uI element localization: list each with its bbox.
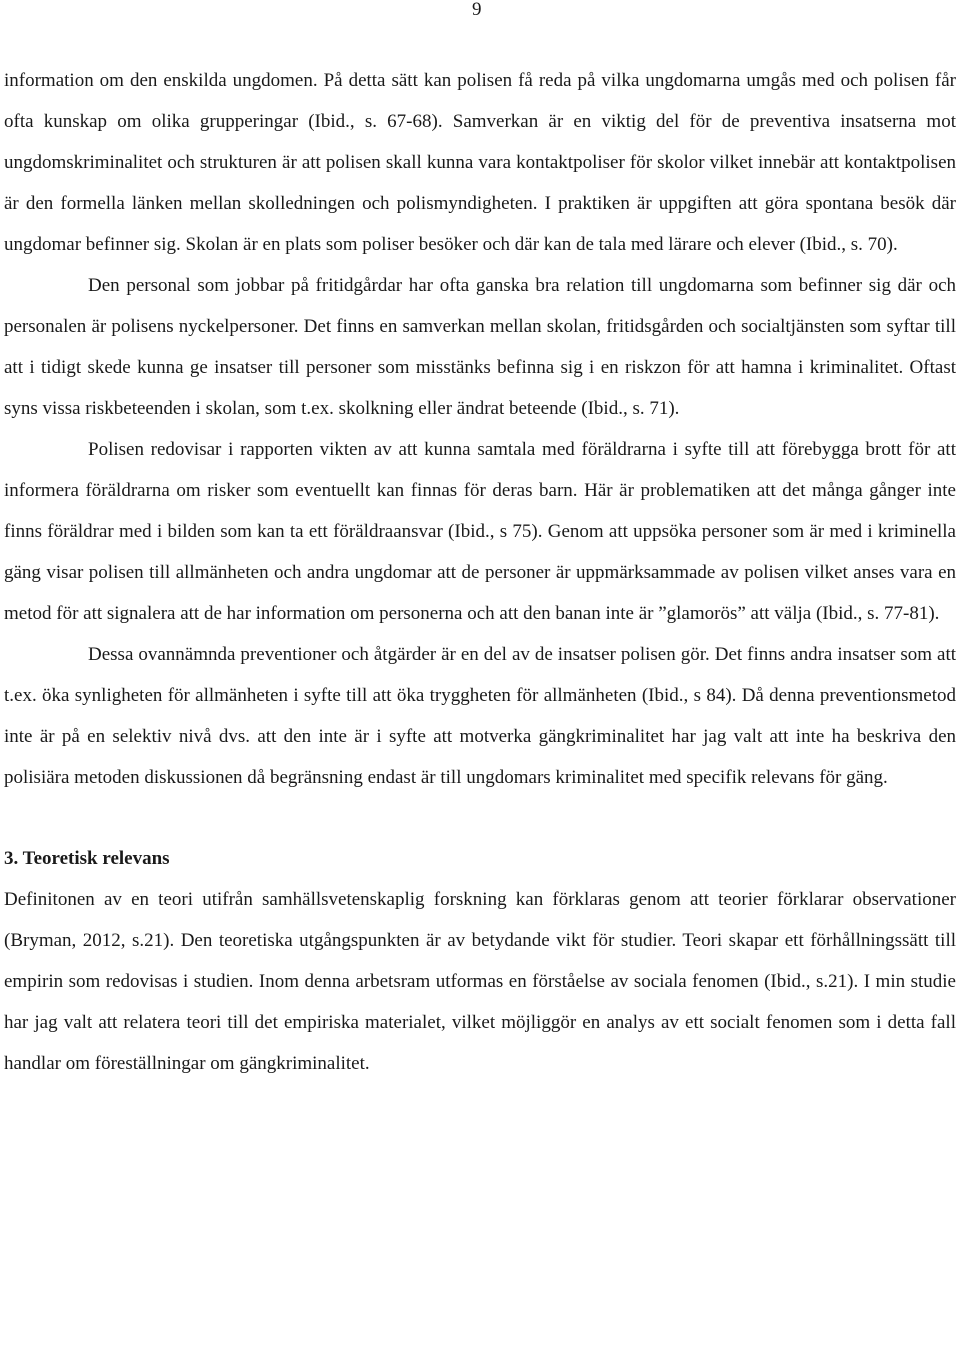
paragraph-insatser: Dessa ovannämnda preventioner och åtgärder är en del av de insatser polisen gör. Det finns andra insatser som att t.ex. öka synligheten för allmänheten i syfte till att öka tryggheten för allmänheten (Ibid., s 84). Då denna preventionsmetod inte är på en selektiv nivå dvs. att den inte är i syfte att motverka gängkriminalitet har jag valt att inte ha beskriva den polisiära metoden diskussionen då begränsning endast är till ungdomars kriminalitet med specifik relevans för gäng. xyxy=(4,644,956,788)
paragraph-teori: Definitonen av en teori utifrån samhällsvetenskaplig forskning kan förklaras genom att teorier förklarar observationer (Bryman, 2012, s.21). Den teoretiska utgångspunkten är av betydande vikt för studier. Teori skapar ett förhållningssätt till empirin som redovisas i studien. Inom denna arbetsram utformas en förståelse av sociala fenomen (Ibid., s.21). I min studie har jag valt att relatera teori till det empiriska materialet, vilket möjliggör en analys av ett socialt fenomen som i detta fall handlar om föreställningar om gängkriminalitet. xyxy=(4,889,956,1074)
section-heading: 3. Teoretisk relevans xyxy=(4,848,170,869)
paragraph-foraldrar: Polisen redovisar i rapporten vikten av att kunna samtala med föräldrarna i syfte till att förebygga brott för att informera föräldrarna om risker som eventuellt kan finnas för deras barn. Här är problematiken att det många gånger inte finns föräldrar med i bilden som kan ta ett föräldraansvar (Ibid., s 75). Genom att uppsöka personer som är med i kriminella gäng visar polisen till allmänheten och andra ungdomar att de personer är uppmärksammade av polisen vilket anses vara en metod för att signalera att de har information om personerna och att den banan inte är ”glamorös” att välja (Ibid., s. 77-81). xyxy=(4,439,956,624)
page-number: 9 xyxy=(472,0,482,20)
paragraph-continuation: information om den enskilda ungdomen. På detta sätt kan polisen få reda på vilka ungdomarna umgås med och polisen får ofta kunskap om olika grupperingar (Ibid., s. 67-68). Samverkan är en viktig del för de preventiva insatserna mot ungdomskriminalitet och strukturen är att polisen skall kunna vara kontaktpoliser för skolor vilket innebär att kontaktpolisen är den formella länken mellan skolledningen och polismyndigheten. I praktiken är uppgiften att göra spontana besök där ungdomar befinner sig. Skolan är en plats som poliser besöker och där kan de tala med lärare och elever (Ibid., s. 70). xyxy=(4,70,956,255)
document-body xyxy=(4,60,956,1084)
paragraph-fritidsgardar: Den personal som jobbar på fritidgårdar har ofta ganska bra relation till ungdomarna som befinner sig där och personalen är polisens nyckelpersoner. Det finns en samverkan mellan skolan, fritidsgården och socialtjänsten som syftar till att i tidigt skede kunna ge insatser till personer som misstänks befinna sig i en riskzon för att hamna i kriminalitet. Oftast syns vissa riskbeteenden i skolan, som t.ex. skolkning eller ändrat beteende (Ibid., s. 71). xyxy=(4,275,956,419)
